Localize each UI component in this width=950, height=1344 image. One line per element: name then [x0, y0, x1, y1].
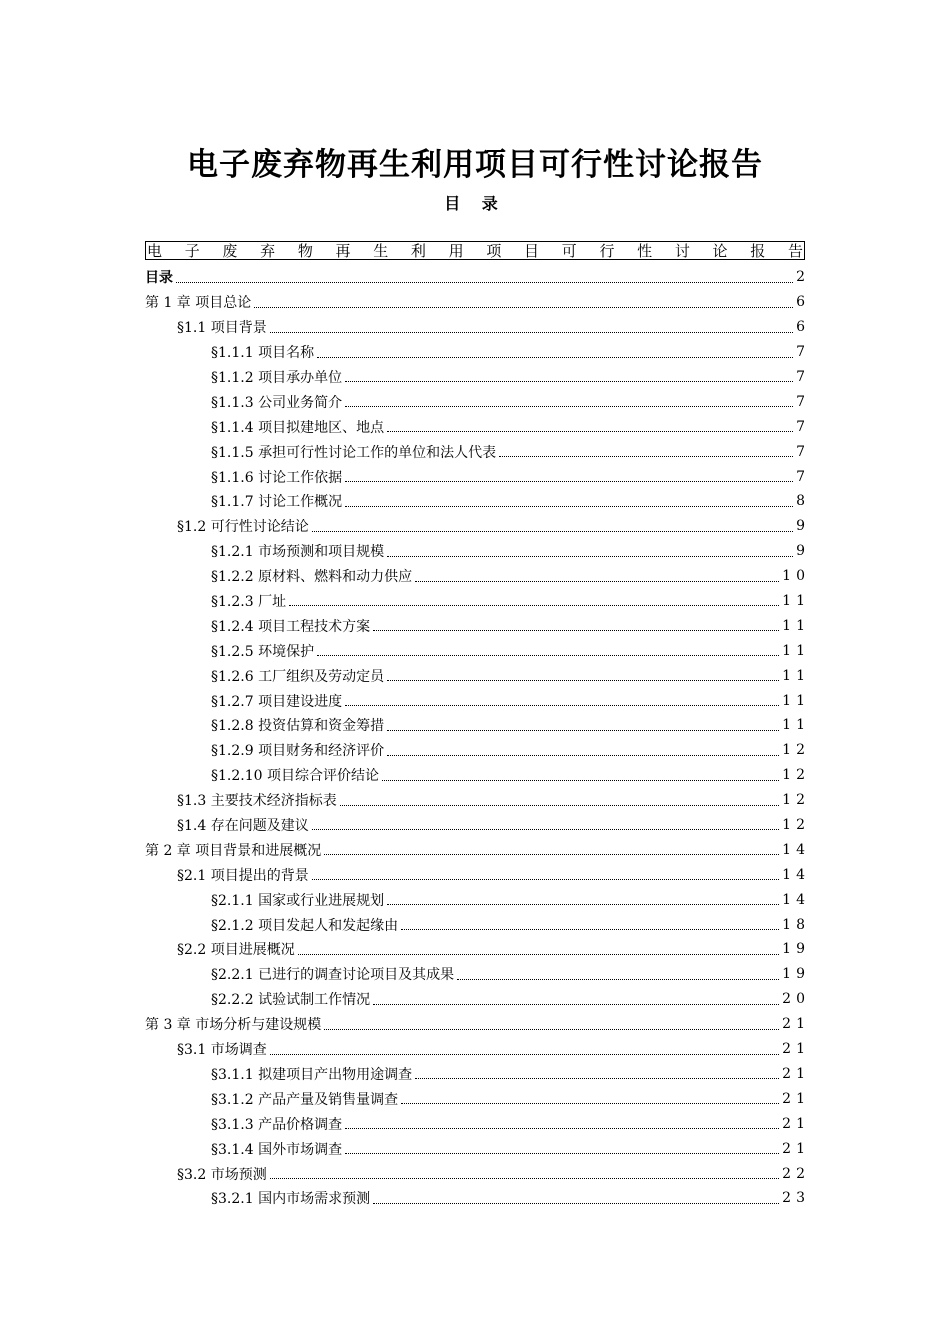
toc-entry-page: 14 [782, 891, 810, 908]
toc-entry-label: §1.1.4 项目拟建地区、地点 [211, 419, 385, 436]
toc-dot-leader [270, 1177, 779, 1179]
toc-title-box [145, 241, 805, 260]
toc-dot-leader [312, 530, 793, 532]
toc-entry-label: §3.1.1 拟建项目产出物用途调查 [211, 1066, 413, 1083]
toc-dot-leader [345, 505, 793, 507]
toc-entry[interactable] [145, 1186, 810, 1211]
toc-entry-page: 21 [782, 1090, 810, 1107]
toc-dot-leader [345, 1127, 779, 1129]
toc-entry-label: §1.1.5 承担可行性讨论工作的单位和法人代表 [211, 444, 497, 461]
toc-dot-leader [457, 978, 779, 980]
title-box-char: 项 [486, 242, 502, 260]
title-box-char: 用 [448, 242, 464, 260]
table-of-contents [145, 265, 810, 1211]
toc-entry[interactable] [145, 1086, 810, 1111]
toc-entry-page: 21 [782, 1016, 810, 1033]
title-box-char: 生 [373, 242, 389, 260]
toc-entry-page: 9 [796, 543, 810, 560]
toc-entry[interactable] [145, 638, 810, 663]
toc-entry[interactable] [145, 514, 810, 539]
toc-entry-page: 21 [782, 1115, 810, 1132]
toc-entry[interactable] [145, 1136, 810, 1161]
toc-entry-label: §1.4 存在问题及建议 [177, 818, 309, 835]
toc-entry-label: §1.2.10 项目综合评价结论 [211, 768, 379, 785]
title-box-char: 性 [637, 242, 653, 260]
toc-entry-page: 7 [796, 443, 810, 460]
toc-entry[interactable] [145, 912, 810, 937]
toc-dot-leader [270, 331, 793, 333]
toc-entry-label: §1.1.7 讨论工作概况 [211, 494, 343, 511]
toc-entry-page: 11 [782, 642, 810, 659]
toc-entry[interactable] [145, 439, 810, 464]
toc-entry[interactable] [145, 688, 810, 713]
toc-entry-label: §3.2.1 国内市场需求预测 [211, 1191, 371, 1208]
toc-entry[interactable] [145, 987, 810, 1012]
toc-entry-page: 11 [782, 617, 810, 634]
toc-entry[interactable] [145, 464, 810, 489]
toc-entry[interactable] [145, 265, 810, 290]
toc-entry-page: 21 [782, 1041, 810, 1058]
toc-entry-label: §1.1.6 讨论工作依据 [211, 469, 343, 486]
toc-dot-leader [415, 580, 779, 582]
toc-dot-leader [373, 1202, 779, 1204]
toc-entry-label: §1.2.1 市场预测和项目规模 [211, 544, 385, 561]
toc-dot-leader [401, 928, 779, 930]
toc-entry[interactable] [145, 564, 810, 589]
toc-entry-label: §3.1.4 国外市场调查 [211, 1141, 343, 1158]
toc-entry-page: 6 [796, 294, 810, 311]
toc-entry-label: §1.1.2 项目承办单位 [211, 370, 343, 386]
toc-entry-page: 8 [796, 493, 810, 510]
toc-entry-page: 23 [782, 1190, 810, 1207]
toc-entry-page: 11 [782, 717, 810, 734]
toc-entry[interactable] [145, 539, 810, 564]
toc-entry-page: 21 [782, 1065, 810, 1082]
toc-entry-page: 14 [782, 841, 810, 858]
title-box-char: 物 [297, 242, 313, 260]
toc-dot-leader [345, 1152, 779, 1154]
toc-entry-page: 12 [782, 817, 810, 834]
toc-entry[interactable] [145, 813, 810, 838]
toc-entry[interactable] [145, 713, 810, 738]
toc-entry-label: §1.2.7 项目建设进度 [211, 693, 343, 710]
toc-entry-label: §1.2.5 环境保护 [211, 643, 315, 660]
toc-dot-leader [387, 754, 779, 756]
toc-dot-leader [387, 903, 779, 905]
toc-entry-page: 20 [782, 991, 810, 1008]
toc-entry[interactable] [145, 763, 810, 788]
toc-entry[interactable] [145, 837, 810, 862]
toc-entry-label: 第 1 章 项目总论 [145, 295, 252, 312]
toc-entry[interactable] [145, 489, 810, 514]
toc-entry-label: 第 3 章 市场分析与建设规模 [145, 1017, 322, 1034]
toc-entry[interactable] [145, 589, 810, 614]
toc-entry-page: 12 [782, 767, 810, 784]
toc-entry-label: §2.1.2 项目发起人和发起缘由 [211, 917, 399, 934]
toc-dot-leader [312, 828, 779, 830]
toc-dot-leader [324, 853, 779, 855]
toc-entry[interactable] [145, 315, 810, 340]
title-box-char: 行 [599, 242, 615, 260]
toc-entry-page: 21 [782, 1140, 810, 1157]
title-box-char: 弃 [260, 242, 276, 260]
toc-entry[interactable] [145, 1161, 810, 1186]
title-box-char: 利 [410, 242, 426, 260]
toc-entry-page: 19 [782, 966, 810, 983]
toc-entry[interactable] [145, 887, 810, 912]
toc-entry-page: 10 [782, 568, 810, 585]
toc-dot-leader [289, 604, 779, 606]
toc-dot-leader [415, 1077, 779, 1079]
title-box-char: 告 [787, 242, 803, 260]
toc-dot-leader [317, 654, 779, 656]
toc-entry-label: 第 2 章 项目背景和进展概况 [145, 842, 322, 859]
toc-entry-page: 6 [796, 319, 810, 336]
toc-entry-page: 2 [796, 269, 810, 286]
title-box-char: 再 [335, 242, 351, 260]
title-box-char: 子 [184, 242, 200, 260]
toc-entry-page: 11 [782, 593, 810, 610]
toc-dot-leader [387, 729, 779, 731]
toc-entry-label: §3.1.2 产品产量及销售量调查 [211, 1091, 399, 1108]
toc-entry-page: 19 [782, 941, 810, 958]
toc-entry-label: §2.1.1 国家或行业进展规划 [211, 892, 385, 909]
toc-entry[interactable] [145, 788, 810, 813]
title-box-char: 可 [561, 242, 577, 260]
toc-dot-leader [401, 1102, 779, 1104]
toc-dot-leader [382, 779, 779, 781]
toc-entry-label: §1.2.8 投资估算和资金筹措 [211, 718, 385, 735]
title-box-char: 论 [712, 242, 728, 260]
toc-entry-page: 11 [782, 667, 810, 684]
toc-entry[interactable] [145, 389, 810, 414]
toc-entry-label: §1.2.6 工厂组织及劳动定员 [211, 668, 385, 685]
toc-dot-leader [345, 405, 793, 407]
toc-entry-label: §1.1.3 公司业务简介 [211, 394, 343, 411]
toc-entry-page: 18 [782, 916, 810, 933]
toc-dot-leader [270, 1053, 779, 1055]
toc-entry-page: 9 [796, 518, 810, 535]
toc-entry-label: §1.2.4 项目工程技术方案 [211, 618, 371, 635]
document-title: 电子废弃物再生利用项目可行性讨论报告 [187, 146, 763, 183]
toc-entry-page: 7 [796, 369, 810, 385]
title-box-char: 电 [147, 242, 163, 260]
title-box-char: 废 [222, 242, 238, 260]
toc-entry[interactable] [145, 1111, 810, 1136]
toc-entry[interactable] [145, 738, 810, 763]
toc-entry-label: §2.2.2 试验试制工作情况 [211, 992, 371, 1009]
toc-entry[interactable] [145, 290, 810, 315]
toc-heading: 目 录 [444, 194, 506, 213]
toc-entry-label: §1.1 项目背景 [177, 320, 267, 337]
toc-entry-page: 7 [796, 393, 810, 410]
toc-dot-leader [324, 1028, 779, 1030]
toc-entry[interactable] [145, 613, 810, 638]
toc-entry[interactable] [145, 937, 810, 962]
title-box-char: 讨 [674, 242, 690, 260]
toc-entry-page: 7 [796, 344, 810, 361]
toc-entry-page: 12 [782, 742, 810, 759]
toc-entry-page: 7 [796, 418, 810, 435]
toc-dot-leader [387, 555, 793, 557]
toc-entry[interactable] [145, 365, 810, 390]
toc-dot-leader [345, 380, 793, 382]
toc-dot-leader [499, 455, 793, 457]
toc-dot-leader [373, 629, 779, 631]
toc-entry-label: §3.1.3 产品价格调查 [211, 1116, 343, 1133]
toc-entry-page: 14 [782, 866, 810, 883]
toc-dot-leader [298, 953, 779, 955]
toc-entry[interactable] [145, 1012, 810, 1037]
toc-entry[interactable] [145, 862, 810, 887]
toc-dot-leader [387, 679, 779, 681]
toc-entry-label: §1.1.1 项目名称 [211, 345, 315, 362]
title-box-char: 报 [750, 242, 766, 260]
toc-entry[interactable] [145, 414, 810, 439]
toc-entry[interactable] [145, 1037, 810, 1062]
toc-entry-label: §3.2 市场预测 [177, 1166, 267, 1183]
toc-dot-leader [176, 281, 793, 283]
toc-dot-leader [317, 356, 793, 358]
toc-entry-label: §1.2.2 原材料、燃料和动力供应 [211, 569, 413, 586]
toc-entry[interactable] [145, 663, 810, 688]
toc-entry-label: §1.3 主要技术经济指标表 [177, 793, 337, 810]
toc-dot-leader [254, 306, 793, 308]
title-box-char: 目 [524, 242, 540, 260]
toc-entry-label: §2.1 项目提出的背景 [177, 867, 309, 884]
toc-dot-leader [340, 804, 779, 806]
toc-entry-label: §2.2.1 已进行的调查讨论项目及其成果 [211, 967, 455, 984]
toc-entry-label: §3.1 市场调查 [177, 1042, 267, 1059]
toc-entry-page: 11 [782, 692, 810, 709]
toc-entry-label: §1.2.3 厂址 [211, 594, 287, 611]
toc-entry[interactable] [145, 1062, 810, 1087]
toc-entry[interactable] [145, 962, 810, 987]
toc-entry-label: §2.2 项目进展概况 [177, 942, 295, 959]
toc-entry-page: 12 [782, 792, 810, 809]
toc-dot-leader [345, 704, 779, 706]
toc-dot-leader [312, 878, 779, 880]
toc-entry-page: 22 [782, 1165, 810, 1182]
toc-dot-leader [373, 1003, 779, 1005]
toc-entry-label: §1.2.9 项目财务和经济评价 [211, 743, 385, 760]
toc-entry[interactable] [145, 340, 810, 365]
toc-entry-label: §1.2 可行性讨论结论 [177, 519, 309, 536]
toc-dot-leader [345, 480, 793, 482]
toc-dot-leader [387, 430, 793, 432]
toc-entry-page: 7 [796, 468, 810, 485]
toc-entry-label: 目录 [145, 270, 173, 287]
